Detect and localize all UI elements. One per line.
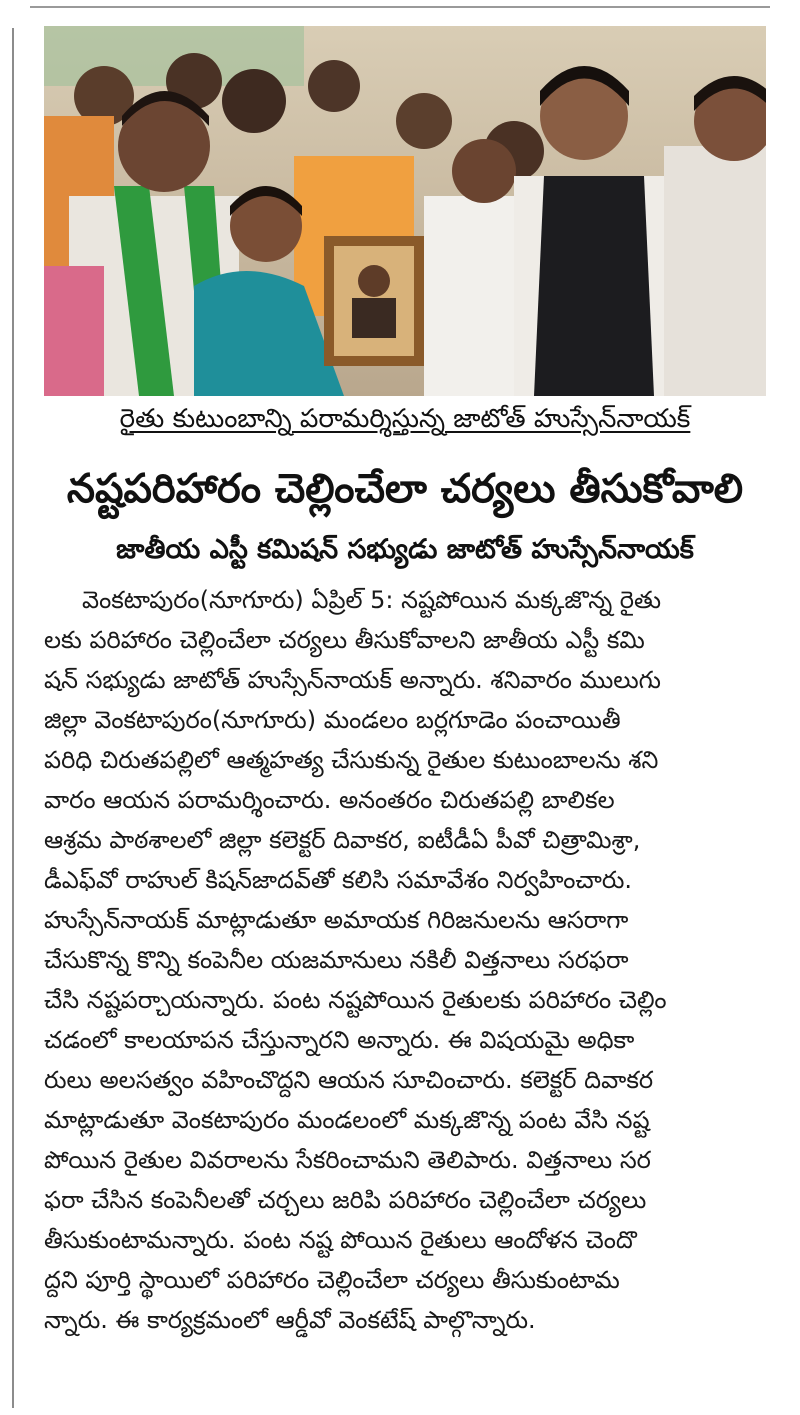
article-line: ద్దని పూర్తి స్థాయిలో పరిహారం చెల్లించేలా చర్యలు తీసుకుంటామ: [44, 1266, 620, 1294]
article-line: షన్ సభ్యుడు జాటోత్ హుస్సేన్‌నాయక్ అన్నారు. శనివారం ములుగు: [44, 666, 661, 694]
article-line: వెంకటాపురం(నూగూరు) ఏప్రిల్ 5: నష్టపోయిన మక్కజొన్న రైతు: [82, 586, 662, 614]
article-line: చేసి నష్టపర్చాయన్నారు. పంట నష్టపోయిన రైతులకు పరిహారం చెల్లిం: [44, 986, 667, 1014]
article-line: మాట్లాడుతూ వెంకటాపురం మండలంలో మక్కజొన్న పంట వేసి నష్ట: [44, 1106, 650, 1134]
news-photo-illustration: [44, 26, 766, 396]
news-photo: [44, 26, 766, 396]
article-line: న్నారు. ఈ కార్యక్రమంలో ఆర్డీవో వెంకటేష్ పాల్గొన్నారు.: [44, 1306, 536, 1334]
article-line: తీసుకుంటామన్నారు. పంట నష్ట పోయిన రైతులు ఆందోళన చెందొ: [44, 1226, 637, 1254]
subheadline: జాతీయ ఎస్టీ కమిషన్ సభ్యుడు జాటోత్ హుస్సేన్‌నాయక్: [116, 534, 694, 565]
article-line: పోయిన రైతుల వివరాలను సేకరించామని తెలిపారు. విత్తనాలు సర: [44, 1146, 651, 1174]
article-line: చడంలో కాలయాపన చేస్తున్నారని అన్నారు. ఈ విషయమై అధికా: [44, 1026, 635, 1054]
article-line: చేసుకొన్న కొన్ని కంపెనీల యజమానులు నకిలీ విత్తనాలు సరఫరా: [44, 946, 629, 974]
top-rule: [30, 6, 770, 8]
article-line: డీఎఫ్‌వో రాహుల్ కిషన్‌జాదవ్‌తో కలిసి సమావేశం నిర్వహించారు.: [44, 866, 633, 894]
article-line: ఫరా చేసిన కంపెనీలతో చర్చలు జరిపి పరిహారం చెల్లించేలా చర్యలు: [44, 1186, 647, 1214]
article-line: లకు పరిహారం చెల్లించేలా చర్యలు తీసుకోవాలని జాతీయ ఎస్టీ కమి: [44, 626, 645, 654]
article-line: ఆశ్రమ పాఠశాలలో జిల్లా కలెక్టర్ దివాకర, ఐటీడీఏ పీవో చిత్రామిశ్రా,: [44, 826, 641, 854]
article-line: వారం ఆయన పరామర్శించారు. అనంతరం చిరుతపల్లి బాలికల: [44, 786, 615, 814]
article-line: పరిధి చిరుతపల్లిలో ఆత్మహత్య చేసుకున్న రైతుల కుటుంబాలను శని: [44, 746, 659, 774]
article-body: [44, 580, 770, 1340]
article-line: జిల్లా వెంకటాపురం(నూగూరు) మండలం బర్లగూడెం పంచాయితీ: [44, 706, 621, 734]
article-line: రులు అలసత్వం వహించొద్దని ఆయన సూచించారు. కలెక్టర్ దివాకర: [44, 1066, 654, 1094]
headline: నష్టపరిహారం చెల్లించేలా చర్యలు తీసుకోవాలి: [66, 466, 744, 512]
column-rule: [12, 28, 14, 1408]
photo-caption: రైతు కుటుంబాన్ని పరామర్శిస్తున్న జాటోత్ హుస్సేన్‌నాయక్: [119, 404, 691, 434]
article-line: హుస్సేన్‌నాయక్ మాట్లాడుతూ అమాయక గిరిజనులను ఆసరాగా: [44, 906, 629, 934]
